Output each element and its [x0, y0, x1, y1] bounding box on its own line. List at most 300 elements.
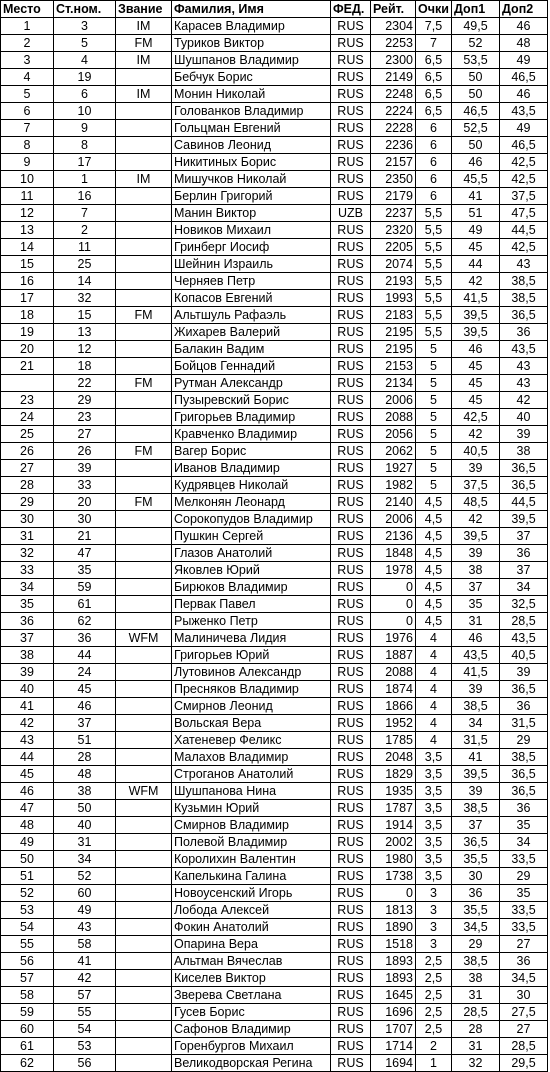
- cell-player-name: Кудрявцев Николай: [172, 477, 331, 494]
- cell-title: [116, 953, 172, 970]
- cell-place: [1, 375, 54, 392]
- cell-title: [116, 562, 172, 579]
- cell-player-name: Малиничева Лидия: [172, 630, 331, 647]
- cell-place: 20: [1, 341, 54, 358]
- cell-place: 34: [1, 579, 54, 596]
- cell-tiebreak-2: 48: [500, 35, 548, 52]
- cell-rating: 0: [371, 596, 416, 613]
- cell-player-name: Малахов Владимир: [172, 749, 331, 766]
- cell-place: 47: [1, 800, 54, 817]
- cell-tiebreak-1: 28: [452, 1021, 500, 1038]
- cell-player-name: Сорокопудов Владимир: [172, 511, 331, 528]
- cell-player-name: Хатеневер Феликс: [172, 732, 331, 749]
- cell-place: 21: [1, 358, 54, 375]
- cell-federation: RUS: [331, 715, 371, 732]
- table-row: [1, 273, 548, 290]
- cell-tiebreak-2: 31,5: [500, 715, 548, 732]
- cell-player-name: Горенбургов Михаил: [172, 1038, 331, 1055]
- cell-rating: 1738: [371, 868, 416, 885]
- cell-points: 3,5: [416, 817, 452, 834]
- header-tiebreak-1: Доп1: [452, 1, 500, 18]
- cell-tiebreak-1: 29: [452, 936, 500, 953]
- cell-tiebreak-1: 45: [452, 239, 500, 256]
- cell-tiebreak-2: 35: [500, 885, 548, 902]
- table-row: [1, 205, 548, 222]
- table-row: [1, 970, 548, 987]
- cell-federation: RUS: [331, 154, 371, 171]
- cell-federation: RUS: [331, 664, 371, 681]
- cell-federation: RUS: [331, 596, 371, 613]
- cell-tiebreak-1: 39: [452, 681, 500, 698]
- cell-place: 43: [1, 732, 54, 749]
- cell-start-number: 1: [54, 171, 116, 188]
- cell-federation: RUS: [331, 256, 371, 273]
- cell-player-name: Шушпанова Нина: [172, 783, 331, 800]
- cell-title: [116, 358, 172, 375]
- cell-place: 5: [1, 86, 54, 103]
- table-row: [1, 868, 548, 885]
- cell-tiebreak-1: 36,5: [452, 834, 500, 851]
- cell-points: 5: [416, 443, 452, 460]
- cell-place: 46: [1, 783, 54, 800]
- cell-federation: RUS: [331, 460, 371, 477]
- table-row: [1, 1055, 548, 1072]
- cell-tiebreak-1: 52: [452, 35, 500, 52]
- cell-place: 60: [1, 1021, 54, 1038]
- cell-tiebreak-1: 48,5: [452, 494, 500, 511]
- cell-place: 51: [1, 868, 54, 885]
- header-points: Очки: [416, 1, 452, 18]
- table-row: [1, 783, 548, 800]
- cell-tiebreak-1: 52,5: [452, 120, 500, 137]
- cell-player-name: Жихарев Валерий: [172, 324, 331, 341]
- cell-federation: RUS: [331, 358, 371, 375]
- table-row: [1, 18, 548, 35]
- cell-tiebreak-2: 40: [500, 409, 548, 426]
- table-row: [1, 630, 548, 647]
- cell-points: 5: [416, 358, 452, 375]
- cell-player-name: Рыженко Петр: [172, 613, 331, 630]
- cell-points: 3: [416, 919, 452, 936]
- cell-start-number: 54: [54, 1021, 116, 1038]
- cell-tiebreak-1: 37: [452, 817, 500, 834]
- cell-player-name: Новиков Михаил: [172, 222, 331, 239]
- cell-player-name: Пресняков Владимир: [172, 681, 331, 698]
- cell-player-name: Великодворская Регина: [172, 1055, 331, 1072]
- cell-rating: 1813: [371, 902, 416, 919]
- cell-tiebreak-2: 49: [500, 52, 548, 69]
- cell-title: FM: [116, 307, 172, 324]
- cell-tiebreak-1: 35,5: [452, 851, 500, 868]
- cell-title: [116, 273, 172, 290]
- cell-rating: 1887: [371, 647, 416, 664]
- cell-start-number: 5: [54, 35, 116, 52]
- cell-points: 3,5: [416, 851, 452, 868]
- cell-rating: 1866: [371, 698, 416, 715]
- cell-points: 4: [416, 630, 452, 647]
- cell-start-number: 47: [54, 545, 116, 562]
- table-row: [1, 1038, 548, 1055]
- cell-federation: RUS: [331, 647, 371, 664]
- cell-points: 4: [416, 715, 452, 732]
- cell-title: FM: [116, 375, 172, 392]
- cell-points: 5: [416, 426, 452, 443]
- header-player-name: Фамилия, Имя: [172, 1, 331, 18]
- cell-rating: 2056: [371, 426, 416, 443]
- cell-tiebreak-2: 29: [500, 732, 548, 749]
- cell-federation: RUS: [331, 443, 371, 460]
- cell-tiebreak-2: 33,5: [500, 851, 548, 868]
- cell-federation: RUS: [331, 392, 371, 409]
- cell-tiebreak-2: 43: [500, 375, 548, 392]
- cell-place: 28: [1, 477, 54, 494]
- cell-title: [116, 766, 172, 783]
- cell-tiebreak-2: 42: [500, 392, 548, 409]
- cell-tiebreak-2: 33,5: [500, 919, 548, 936]
- cell-federation: RUS: [331, 103, 371, 120]
- cell-rating: 2183: [371, 307, 416, 324]
- cell-federation: RUS: [331, 783, 371, 800]
- cell-rating: 1982: [371, 477, 416, 494]
- cell-tiebreak-1: 31: [452, 613, 500, 630]
- cell-title: FM: [116, 443, 172, 460]
- cell-tiebreak-2: 30: [500, 987, 548, 1004]
- cell-tiebreak-2: 39,5: [500, 511, 548, 528]
- cell-player-name: Строганов Анатолий: [172, 766, 331, 783]
- cell-start-number: 23: [54, 409, 116, 426]
- cell-tiebreak-1: 34,5: [452, 919, 500, 936]
- header-place: Место: [1, 1, 54, 18]
- cell-points: 3,5: [416, 868, 452, 885]
- cell-start-number: 49: [54, 902, 116, 919]
- cell-rating: 2205: [371, 239, 416, 256]
- cell-tiebreak-1: 50: [452, 86, 500, 103]
- cell-tiebreak-1: 41: [452, 749, 500, 766]
- cell-title: [116, 868, 172, 885]
- cell-tiebreak-1: 36: [452, 885, 500, 902]
- cell-start-number: 2: [54, 222, 116, 239]
- table-row: [1, 613, 548, 630]
- table-row: [1, 732, 548, 749]
- cell-rating: 2149: [371, 69, 416, 86]
- cell-place: 50: [1, 851, 54, 868]
- table-row: [1, 698, 548, 715]
- cell-federation: RUS: [331, 341, 371, 358]
- cell-place: 55: [1, 936, 54, 953]
- cell-player-name: Альтшуль Рафаэль: [172, 307, 331, 324]
- cell-place: 15: [1, 256, 54, 273]
- cell-points: 6,5: [416, 69, 452, 86]
- cell-start-number: 28: [54, 749, 116, 766]
- cell-player-name: Глазов Анатолий: [172, 545, 331, 562]
- cell-place: 8: [1, 137, 54, 154]
- cell-tiebreak-2: 49: [500, 120, 548, 137]
- table-row: [1, 902, 548, 919]
- cell-start-number: 3: [54, 18, 116, 35]
- cell-place: 35: [1, 596, 54, 613]
- cell-points: 5,5: [416, 239, 452, 256]
- cell-federation: RUS: [331, 18, 371, 35]
- cell-federation: RUS: [331, 749, 371, 766]
- cell-title: [116, 970, 172, 987]
- cell-start-number: 33: [54, 477, 116, 494]
- cell-start-number: 36: [54, 630, 116, 647]
- cell-player-name: Зверева Светлана: [172, 987, 331, 1004]
- table-row: [1, 664, 548, 681]
- cell-player-name: Кравченко Владимир: [172, 426, 331, 443]
- cell-tiebreak-2: 28,5: [500, 613, 548, 630]
- cell-start-number: 34: [54, 851, 116, 868]
- table-row: [1, 477, 548, 494]
- cell-points: 6: [416, 120, 452, 137]
- cell-tiebreak-2: 38: [500, 443, 548, 460]
- cell-player-name: Пушкин Сергей: [172, 528, 331, 545]
- table-row: [1, 681, 548, 698]
- cell-player-name: Смирнов Леонид: [172, 698, 331, 715]
- cell-federation: UZB: [331, 205, 371, 222]
- table-row: [1, 443, 548, 460]
- cell-title: [116, 596, 172, 613]
- cell-player-name: Туриков Виктор: [172, 35, 331, 52]
- cell-title: [116, 137, 172, 154]
- cell-start-number: 44: [54, 647, 116, 664]
- cell-player-name: Яковлев Юрий: [172, 562, 331, 579]
- cell-federation: RUS: [331, 732, 371, 749]
- cell-rating: 2320: [371, 222, 416, 239]
- table-row: [1, 86, 548, 103]
- cell-federation: RUS: [331, 239, 371, 256]
- cell-start-number: 19: [54, 69, 116, 86]
- cell-player-name: Киселев Виктор: [172, 970, 331, 987]
- cell-federation: RUS: [331, 868, 371, 885]
- cell-points: 4: [416, 698, 452, 715]
- cell-place: 32: [1, 545, 54, 562]
- cell-rating: 2153: [371, 358, 416, 375]
- cell-rating: 2088: [371, 409, 416, 426]
- cell-tiebreak-1: 40,5: [452, 443, 500, 460]
- cell-tiebreak-1: 50: [452, 137, 500, 154]
- cell-place: 6: [1, 103, 54, 120]
- cell-start-number: 9: [54, 120, 116, 137]
- cell-start-number: 57: [54, 987, 116, 1004]
- table-row: [1, 511, 548, 528]
- cell-start-number: 42: [54, 970, 116, 987]
- cell-points: 2,5: [416, 970, 452, 987]
- cell-tiebreak-1: 42: [452, 426, 500, 443]
- cell-start-number: 27: [54, 426, 116, 443]
- cell-player-name: Иванов Владимир: [172, 460, 331, 477]
- table-row: [1, 579, 548, 596]
- cell-points: 4: [416, 681, 452, 698]
- cell-title: [116, 817, 172, 834]
- cell-tiebreak-2: 34: [500, 834, 548, 851]
- cell-player-name: Григорьев Юрий: [172, 647, 331, 664]
- cell-federation: RUS: [331, 35, 371, 52]
- cell-player-name: Бирюков Владимир: [172, 579, 331, 596]
- cell-start-number: 51: [54, 732, 116, 749]
- cell-federation: RUS: [331, 545, 371, 562]
- cell-rating: 2088: [371, 664, 416, 681]
- cell-federation: RUS: [331, 562, 371, 579]
- table-row: [1, 953, 548, 970]
- table-row: [1, 919, 548, 936]
- cell-points: 2,5: [416, 1021, 452, 1038]
- cell-points: 4,5: [416, 494, 452, 511]
- cell-start-number: 24: [54, 664, 116, 681]
- cell-place: 11: [1, 188, 54, 205]
- cell-tiebreak-1: 38: [452, 970, 500, 987]
- cell-tiebreak-1: 39,5: [452, 766, 500, 783]
- cell-points: 6: [416, 171, 452, 188]
- cell-tiebreak-1: 31,5: [452, 732, 500, 749]
- cell-player-name: Бебчук Борис: [172, 69, 331, 86]
- cell-points: 4,5: [416, 528, 452, 545]
- cell-start-number: 58: [54, 936, 116, 953]
- cell-start-number: 21: [54, 528, 116, 545]
- cell-title: [116, 188, 172, 205]
- cell-place: 30: [1, 511, 54, 528]
- cell-title: [116, 341, 172, 358]
- cell-points: 3,5: [416, 800, 452, 817]
- cell-start-number: 8: [54, 137, 116, 154]
- table-row: [1, 188, 548, 205]
- cell-title: [116, 256, 172, 273]
- table-row: [1, 324, 548, 341]
- table-row: [1, 596, 548, 613]
- table-row: [1, 1021, 548, 1038]
- cell-start-number: 55: [54, 1004, 116, 1021]
- cell-points: 1: [416, 1055, 452, 1072]
- cell-place: 59: [1, 1004, 54, 1021]
- cell-tiebreak-1: 46: [452, 630, 500, 647]
- cell-tiebreak-1: 49: [452, 222, 500, 239]
- table-row: [1, 358, 548, 375]
- cell-tiebreak-2: 36: [500, 800, 548, 817]
- cell-points: 3: [416, 902, 452, 919]
- cell-rating: 2006: [371, 392, 416, 409]
- cell-title: [116, 477, 172, 494]
- cell-tiebreak-1: 39,5: [452, 307, 500, 324]
- cell-player-name: Рутман Александр: [172, 375, 331, 392]
- cell-federation: RUS: [331, 409, 371, 426]
- cell-rating: 2002: [371, 834, 416, 851]
- cell-start-number: 20: [54, 494, 116, 511]
- cell-tiebreak-1: 37,5: [452, 477, 500, 494]
- table-row: [1, 154, 548, 171]
- cell-tiebreak-2: 36: [500, 324, 548, 341]
- cell-tiebreak-1: 39: [452, 460, 500, 477]
- cell-place: 12: [1, 205, 54, 222]
- cell-tiebreak-1: 35: [452, 596, 500, 613]
- cell-rating: 1645: [371, 987, 416, 1004]
- cell-start-number: 7: [54, 205, 116, 222]
- cell-player-name: Монин Николай: [172, 86, 331, 103]
- cell-title: [116, 749, 172, 766]
- cell-tiebreak-2: 35: [500, 817, 548, 834]
- cell-place: 61: [1, 1038, 54, 1055]
- cell-points: 2,5: [416, 987, 452, 1004]
- cell-points: 4,5: [416, 579, 452, 596]
- cell-tiebreak-2: 36: [500, 698, 548, 715]
- cell-title: [116, 715, 172, 732]
- cell-federation: RUS: [331, 834, 371, 851]
- cell-player-name: Балакин Вадим: [172, 341, 331, 358]
- cell-rating: 1694: [371, 1055, 416, 1072]
- table-row: [1, 69, 548, 86]
- cell-tiebreak-1: 41,5: [452, 664, 500, 681]
- cell-tiebreak-2: 36,5: [500, 460, 548, 477]
- table-row: [1, 528, 548, 545]
- table-row: [1, 562, 548, 579]
- cell-tiebreak-2: 43,5: [500, 103, 548, 120]
- cell-federation: RUS: [331, 86, 371, 103]
- table-row: [1, 341, 548, 358]
- cell-rating: 1848: [371, 545, 416, 562]
- cell-rating: 2136: [371, 528, 416, 545]
- cell-place: 18: [1, 307, 54, 324]
- cell-place: 33: [1, 562, 54, 579]
- cell-tiebreak-2: 38,5: [500, 749, 548, 766]
- cell-points: 2: [416, 1038, 452, 1055]
- cell-tiebreak-2: 27,5: [500, 1004, 548, 1021]
- cell-federation: RUS: [331, 1038, 371, 1055]
- cell-tiebreak-1: 51: [452, 205, 500, 222]
- cell-tiebreak-1: 49,5: [452, 18, 500, 35]
- cell-tiebreak-2: 39: [500, 664, 548, 681]
- cell-rating: 2304: [371, 18, 416, 35]
- cell-tiebreak-2: 38,5: [500, 273, 548, 290]
- table-row: [1, 851, 548, 868]
- cell-start-number: 15: [54, 307, 116, 324]
- cell-tiebreak-1: 38,5: [452, 800, 500, 817]
- cell-place: 1: [1, 18, 54, 35]
- cell-tiebreak-1: 32: [452, 1055, 500, 1072]
- cell-place: 41: [1, 698, 54, 715]
- cell-player-name: Бойцов Геннадий: [172, 358, 331, 375]
- cell-tiebreak-1: 39,5: [452, 324, 500, 341]
- cell-player-name: Первак Павел: [172, 596, 331, 613]
- cell-start-number: 37: [54, 715, 116, 732]
- cell-federation: RUS: [331, 936, 371, 953]
- cell-place: 49: [1, 834, 54, 851]
- cell-federation: RUS: [331, 630, 371, 647]
- cell-rating: 1829: [371, 766, 416, 783]
- cell-place: 16: [1, 273, 54, 290]
- cell-player-name: Вагер Борис: [172, 443, 331, 460]
- cell-player-name: Манин Виктор: [172, 205, 331, 222]
- cell-place: 4: [1, 69, 54, 86]
- cell-title: WFM: [116, 783, 172, 800]
- cell-federation: RUS: [331, 171, 371, 188]
- cell-federation: RUS: [331, 1055, 371, 1072]
- cell-federation: RUS: [331, 851, 371, 868]
- cell-place: 62: [1, 1055, 54, 1072]
- cell-federation: RUS: [331, 52, 371, 69]
- cell-rating: 0: [371, 579, 416, 596]
- cell-title: [116, 885, 172, 902]
- cell-title: [116, 1021, 172, 1038]
- cell-place: 23: [1, 392, 54, 409]
- cell-federation: RUS: [331, 1021, 371, 1038]
- cell-title: IM: [116, 18, 172, 35]
- cell-place: 14: [1, 239, 54, 256]
- cell-rating: 2224: [371, 103, 416, 120]
- cell-player-name: Шейнин Израиль: [172, 256, 331, 273]
- cell-title: IM: [116, 52, 172, 69]
- table-row: [1, 545, 548, 562]
- cell-tiebreak-2: 36,5: [500, 783, 548, 800]
- cell-title: [116, 69, 172, 86]
